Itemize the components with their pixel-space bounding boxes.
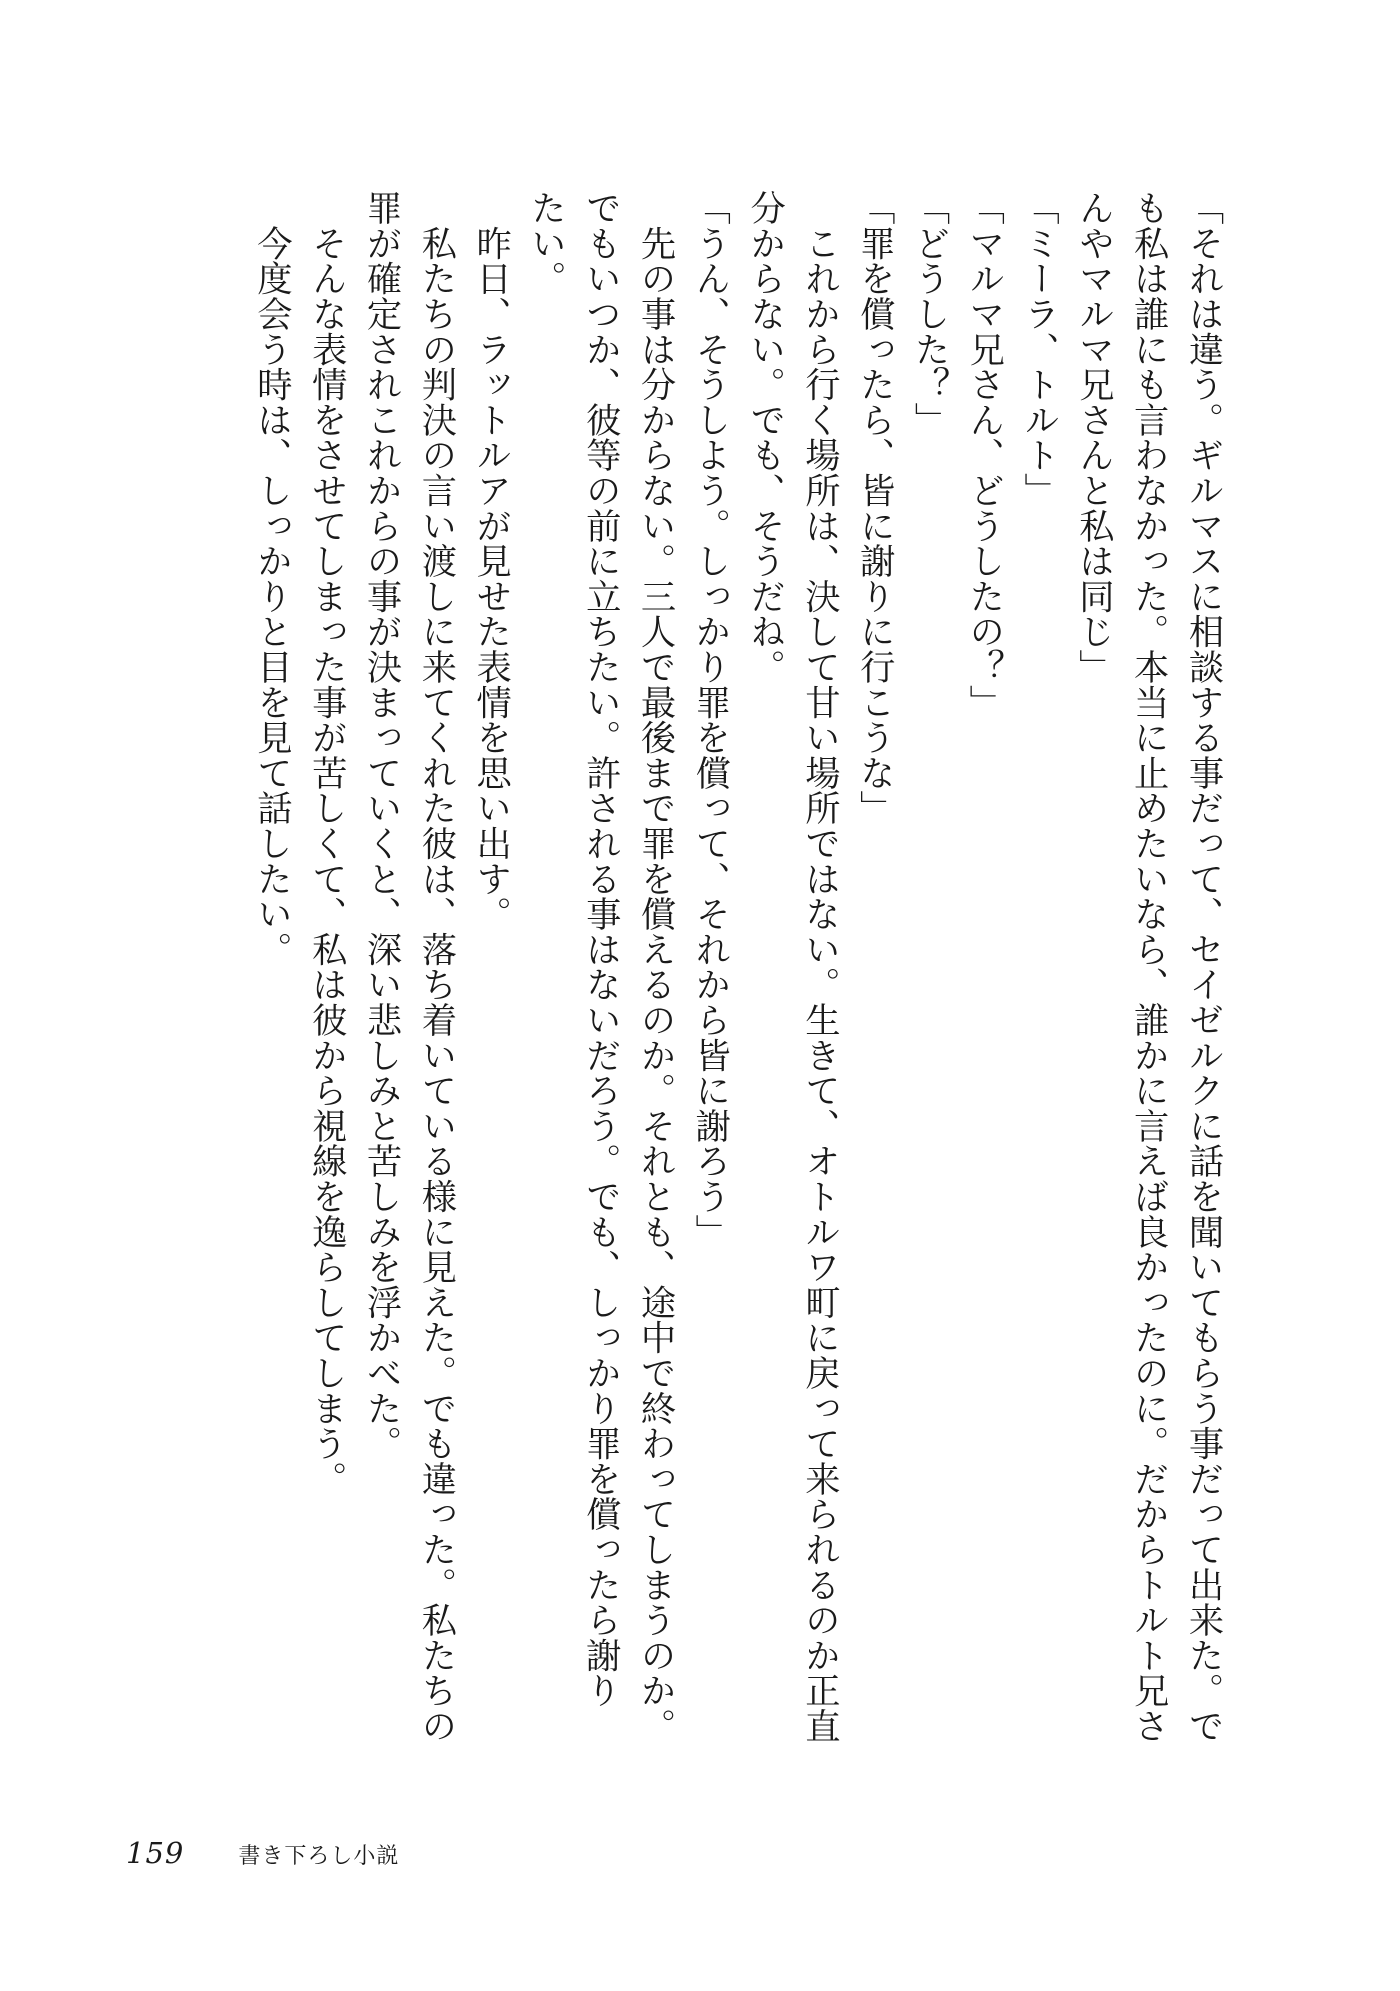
text-line: んやマルマ兄さんと私は同じ」 — [1073, 190, 1115, 685]
text-line: 「ミーラ、トルト」 — [1018, 190, 1060, 508]
text-line: 先の事は分からない。三人で最後まで罪を償えるのか。それとも、途中で終わってしまうのか。 — [635, 190, 677, 1744]
text-line: 昨日、ラットルアが見せた表情を思い出す。 — [470, 190, 512, 932]
text-line: 私たちの判決の言い渡しに来てくれた彼は、落ち着いている様に見えた。でも違った。私たちの — [415, 190, 457, 1744]
text-line: でもいつか、彼等の前に立ちたい。許される事はないだろう。でも、しっかり罪を償ったら謝り — [580, 190, 622, 1708]
vertical-text-body — [130, 190, 1230, 1770]
page-number: 159 — [126, 1836, 185, 1870]
running-title: 書き下ろし小説 — [238, 1844, 400, 1869]
text-line: これから行く場所は、決して甘い場所ではない。生きて、オトルワ町に戻って来られるのか正直 — [799, 190, 841, 1744]
text-line: 「どうした？」 — [909, 190, 951, 438]
text-line: たい。 — [525, 190, 567, 296]
page-footer — [126, 1836, 399, 1876]
text-line: 「マルマ兄さん、どうしたの？」 — [963, 190, 1005, 720]
text-line: 「うん、そうしよう。しっかり罪を償って、それから皆に謝ろう」 — [689, 190, 731, 1249]
text-line: 罪が確定されこれからの事が決まっていくと、深い悲しみと苦しみを浮かべた。 — [361, 190, 403, 1461]
text-line: も私は誰にも言わなかった。本当に止めたいなら、誰かに言えば良かったのに。だからトルト兄さ — [1128, 190, 1170, 1744]
text-line: 「それは違う。ギルマスに相談する事だって、セイゼルクに話を聞いてもらう事だって出来た。で — [1183, 190, 1224, 1744]
text-line: 今度会う時は、しっかりと目を見て話したい。 — [251, 190, 293, 967]
text-line: 「罪を償ったら、皆に謝りに行こうな」 — [854, 190, 896, 826]
text-line: そんな表情をさせてしまった事が苦しくて、私は彼から視線を逸らしてしまう。 — [306, 190, 348, 1497]
text-line: 分からない。でも、そうだね。 — [744, 190, 786, 685]
